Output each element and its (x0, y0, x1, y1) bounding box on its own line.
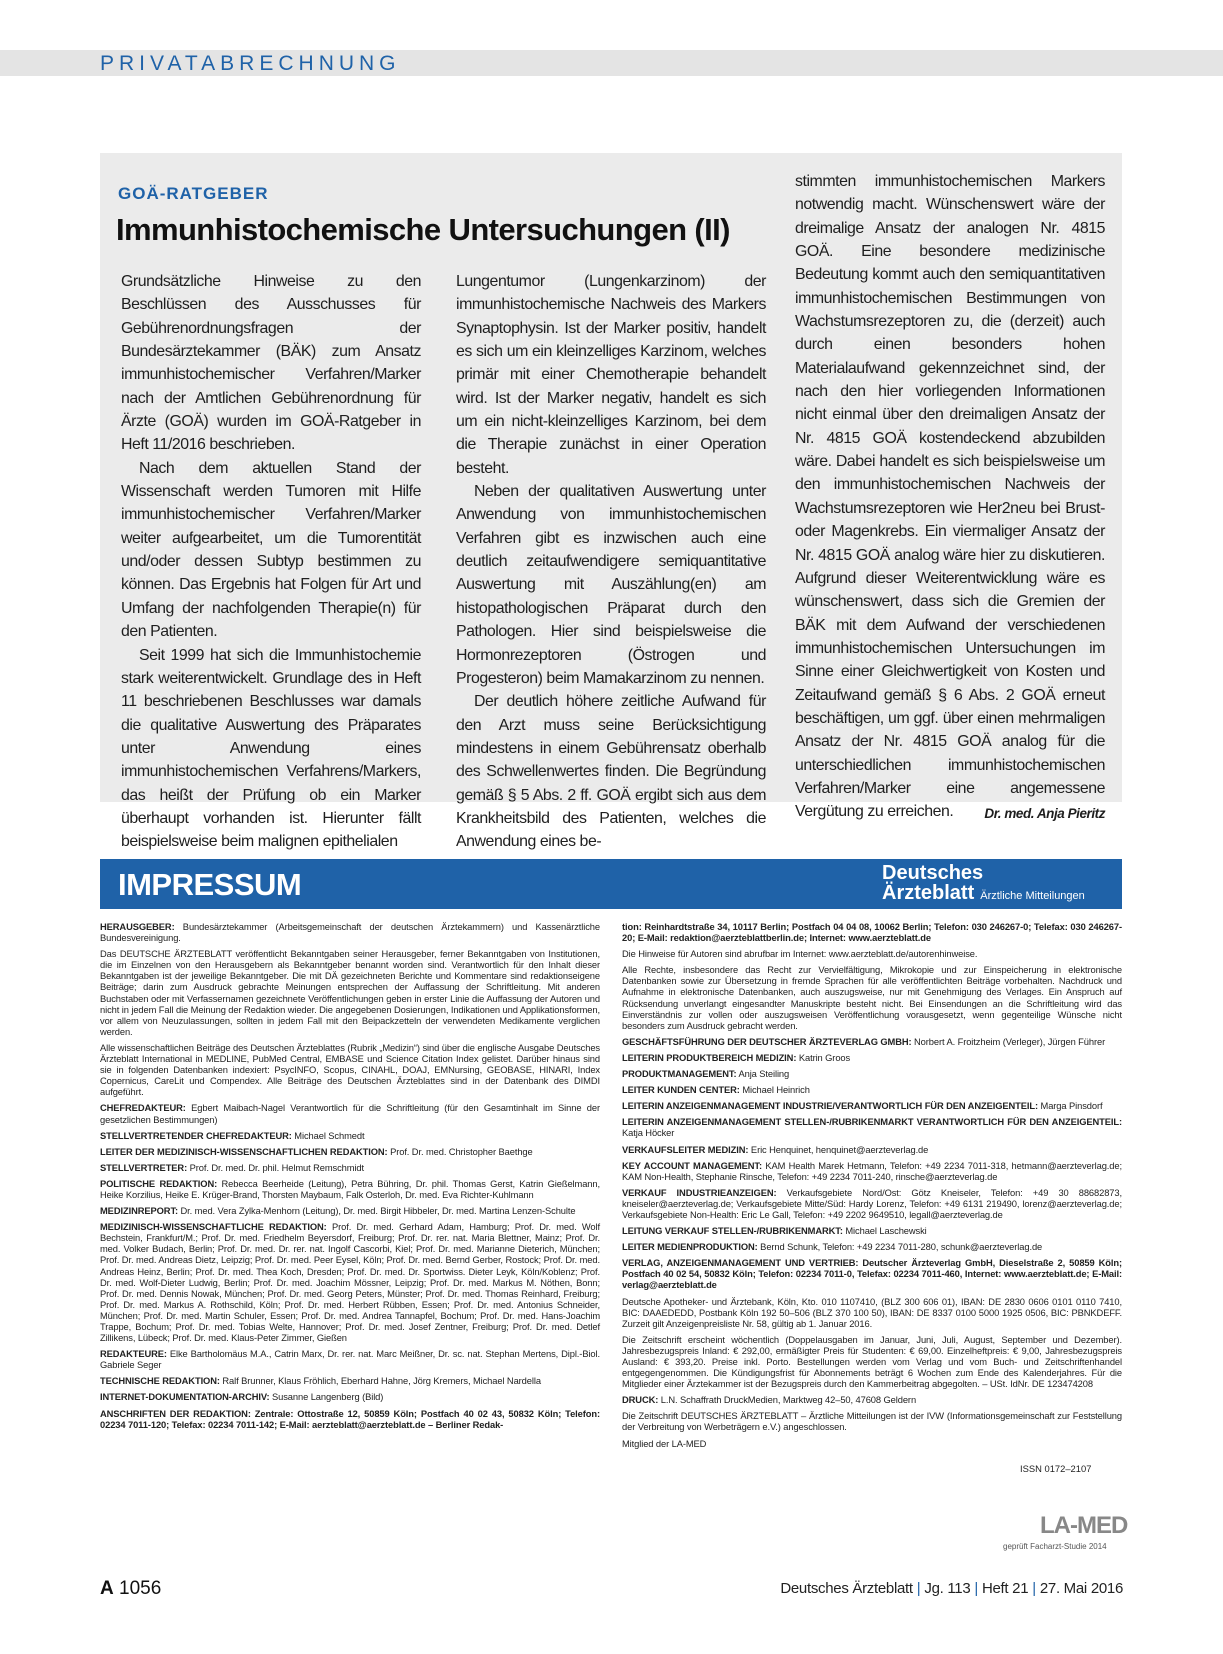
impressum-entry (622, 1242, 1122, 1253)
impressum-entry-text: Mitglied der LA-MED (622, 1438, 707, 1449)
impressum-entry-text: Michael Schmedt (291, 1130, 365, 1141)
section-header (0, 50, 1223, 76)
page-number-value: 1056 (119, 1578, 162, 1599)
impressum-entry (622, 1069, 1122, 1080)
impressum-entry (100, 1376, 600, 1387)
impressum-entry-text: L.N. Schaffrath DruckMedien, Marktweg 42–50, 47608 Geldern (658, 1395, 917, 1406)
impressum-entry-heading: DRUCK: (622, 1395, 659, 1406)
impressum-entry-text: Die Zeitschrift erscheint wöchentlich (Doppelausgaben im Januar, Juni, Juli, August, September und Dezember). Jahresbezugspreis Inland: € 292,00, ermäßigter Preis für Studenten: € 69,00. Einzelheftpreis: € 9,00, Jahresbezugspreis Ausland: € 393,20. Preise inkl. Porto. Bestellungen werden vom Verlag und vom Buch- und Zeitschriftenhandel entgegengenommen. Die Kündigungsfrist für Abonnements beträgt 6 Wochen zum Ende des Kalenderjahres. Für die Mitglieder einer Ärztekammer ist der Bezugspreis durch den Kammerbeitrag abgegolten. – USt. IdNr. DE 123474208 (622, 1334, 1122, 1390)
impressum-entry (100, 922, 600, 944)
impressum-entry-heading: VERKAUFSLEITER MEDIZIN: (622, 1144, 749, 1155)
impressum-entry-text: Dr. med. Vera Zylka-Menhorn (Leitung), Dr. med. Birgit Hibbeler, Dr. med. Martina Lenzen-Schulte (178, 1206, 576, 1217)
impressum-entry (622, 1226, 1122, 1237)
impressum-entry-heading: VERKAUF INDUSTRIEANZEIGEN: (622, 1187, 777, 1198)
impressum-entry-heading: GESCHÄFTSFÜHRUNG DER DEUTSCHER ÄRZTEVERLAG GMBH: (622, 1036, 912, 1047)
impressum-entry (100, 1392, 600, 1403)
logo-line-1: Deutsches (882, 862, 984, 884)
journal-logo (882, 863, 1085, 906)
impressum-entry-heading: POLITISCHE REDAKTION: (100, 1178, 218, 1189)
impressum-entry-text: Katrin Groos (796, 1052, 851, 1063)
page-prefix: A (100, 1578, 114, 1599)
impressum-entry-text: Alle Rechte, insbesondere das Recht zur Vervielfältigung, Mikrokopie und zur Einspeicherung in elektronische Datenbanken sowie zur Übersetzung in fremde Sprachen für alle veröffentlichten Beiträge vorbehalten. Nachdruck und Aufnahme in elektronische Datenbanken, auch auszugsweise, nur mit Genehmigung des Verlages. Ein Anspruch auf Rücksendung unverlangt eingesandter Manuskripte besteht nicht. Bei Einsendungen an die Schriftleitung wird das Einverständnis zur vollen oder auszugsweisen Veröffentlichung vorausgesetzt, wenn gegenteilige Wünsche nicht besonders zum Ausdruck gebracht werden. (622, 965, 1122, 1031)
paragraph: Neben der qualitativen Auswertung unter Anwendung von immunhistochemischen Verfahren gibt es inzwischen auch eine deutlich zeitaufwendigere semiquantitative Auswertung mit Auszählung(en) am histopathologischen Präparat durch den Pathologen. Hier sind beispielsweise die Hormonrezeptoren (Östrogen und Progesteron) beim Mamakarzinom zu nennen. (456, 483, 766, 687)
impressum-entry (622, 1297, 1122, 1330)
impressum-entry-heading: LEITERIN ANZEIGENMANAGEMENT STELLEN-/RUBRIKENMARKT VERANTWORTLICH FÜR DEN ANZEIGENTEIL: (622, 1117, 1122, 1128)
impressum-entry (100, 1409, 600, 1431)
paragraph: Grundsätzliche Hinweise zu den Beschlüssen des Ausschusses für Gebührenordnungsfragen der Bundesärztekammer (BÄK) zum Ansatz immunhistochemischer Verfahren/Marker nach der Amtlichen Gebührenordnung für Ärzte (GOÄ) wurden im GOÄ-Ratgeber in Heft 11/2016 beschrieben. (121, 273, 421, 454)
impressum-entry-heading: STELLVERTRETENDER CHEFREDAKTEUR: (100, 1130, 292, 1141)
impressum-entry-text: Bernd Schunk, Telefon: +49 2234 7011-280, schunk@aerzteverlag.de (757, 1242, 1043, 1253)
impressum-entry-text: Ralf Brunner, Klaus Fröhlich, Eberhard Hahne, Jörg Kremers, Michael Nardella (219, 1376, 541, 1387)
impressum-entry-heading: VERLAG, ANZEIGENMANAGEMENT UND VERTRIEB: Deutscher Ärzteverlag GmbH, Dieselstraße 2, 50859 Köln; Postfach 40 02 54, 50832 Köln; Telefon: 02234 7011-0, Telefax: 02234 7011-460, Internet: www.aerzteblatt.de; E-Mail: verlag@aerzteblatt.de (622, 1258, 1122, 1291)
article-column-2 (456, 270, 766, 854)
impressum-entry (100, 1222, 600, 1344)
impressum-right-column (622, 922, 1122, 1455)
impressum-entry-text: KAM Health Marek Hetmann, Telefon: +49 2234 7011-318, hetmann@aerzteverlag.de; KAM Non-Health, Stephanie Rinsche, Telefon: +49 2234 7011-240, rinsche@aerzteverlag.de (622, 1160, 1122, 1182)
logo-line-2: Ärzteblatt (882, 882, 975, 904)
impressum-entry-heading: LEITER MEDIENPRODUKTION: (622, 1242, 758, 1253)
impressum-entry (622, 1258, 1122, 1291)
impressum-entry-text: Bundesärztekammer (Arbeitsgemeinschaft der deutschen Ärztekammern) und Kassenärztliche Bundesvereinigung. (100, 922, 600, 944)
impressum-entry (622, 922, 1122, 944)
impressum-entry (100, 949, 600, 1038)
impressum-entry (622, 1085, 1122, 1096)
impressum-entry-text: Prof. Dr. med. Dr. phil. Helmut Remschmidt (187, 1162, 365, 1173)
impressum-entry-text: Die Zeitschrift DEUTSCHES ÄRZTEBLATT – Ärztliche Mitteilungen ist der IVW (Informationsgemeinschaft zur Feststellung der Verbreitung von Werbeträgern e.V.) angeschlossen. (622, 1411, 1122, 1433)
impressum-entry (100, 1131, 600, 1142)
article-author: Dr. med. Anja Pieritz (984, 805, 1105, 821)
impressum-entry-heading: REDAKTEURE: (100, 1349, 167, 1360)
impressum-entry-text: Michael Laschewski (842, 1226, 927, 1237)
impressum-entry (100, 1147, 600, 1158)
impressum-entry (622, 1188, 1122, 1221)
impressum-entry (622, 1161, 1122, 1183)
impressum-entry-heading: MEDIZINISCH-WISSENSCHAFTLICHE REDAKTION: (100, 1222, 327, 1233)
impressum-entry-heading: LEITERIN ANZEIGENMANAGEMENT INDUSTRIE/VERANTWORTLICH FÜR DEN ANZEIGENTEIL: (622, 1101, 1039, 1112)
impressum-entry (622, 1101, 1122, 1112)
impressum-entry-text: Die Hinweise für Autoren sind abrufbar im Internet: www.aerzteblatt.de/autorenhinweise. (622, 949, 978, 960)
lamed-caption: geprüft Facharzt-Studie 2014 (1003, 1542, 1107, 1551)
impressum-entry (622, 1411, 1122, 1433)
footer-date: 27. Mai 2016 (1039, 1580, 1123, 1597)
impressum-entry-heading: TECHNISCHE REDAKTION: (100, 1376, 220, 1387)
impressum-entry (622, 1145, 1122, 1156)
impressum-entry (622, 1395, 1122, 1406)
paragraph: stimmten immunhistochemischen Markers notwendig macht. Wünschenswert wäre der dreimalige Ansatz der analogen Nr. 4815 GOÄ. Eine besondere medizinische Bedeutung kommt auch den semiquantitativen immunhistochemischen Bestimmungen von Wachstumsrezeptoren zu, die (derzeit) auch durch einen besonders hohen Materialaufwand gekennzeichnet sind, der nach den hier vorliegenden Informationen nicht einmal über den dreimaligen Ansatz der Nr. 4815 GOÄ kostendeckend abzubilden wäre. Dabei handelt es sich beispielsweise um den immunhistochemischen Nachweis der Wachstumsrezeptoren wie Her2neu bei Brust- oder Magenkrebs. Ein viermaliger Ansatz der Nr. 4815 GOÄ analog wäre hier zu diskutieren. Aufgrund dieser Weiterentwicklung wäre es wünschenswert, dass sich die Gremien der BÄK mit dem Aufwand der verschiedenen immunhistochemischen Untersuchungen im Sinne einer Gleichwertigkeit von Kosten und Zeitaufwand gemäß § 6 Abs. 2 GOÄ erneut beschäftigen, um ggf. über einen mehrmaligen Ansatz der Nr. 4815 GOÄ analog für die unterschiedlichen immunhistochemischen Verfahren/Marker eine angemessene Vergütung zu erreichen. (795, 173, 1105, 821)
impressum-entry-text: Elke Bartholomäus M.A., Catrin Marx, Dr. rer. nat. Marc Meißner, Dr. sc. nat. Stephan Mertens, Dipl.-Biol. Gabriele Seger (100, 1349, 600, 1371)
impressum-title: IMPRESSUM (118, 867, 302, 902)
footer-volume: Jg. 113 (924, 1580, 971, 1597)
impressum-entry (622, 1439, 1122, 1450)
issn: ISSN 0172–2107 (1020, 1463, 1092, 1474)
impressum-entry-text: Alle wissenschaftlichen Beiträge des Deutschen Ärzteblattes (Rubrik „Medizin“) sind über die englische Ausgabe Deutsches Ärzteblatt International in MEDLINE, PubMed Central, EMBASE und Science Citation Index gelistet. Darüber hinaus sind sie in folgenden Datenbanken indexiert: PsycINFO, Scopus, CINAHL, DOAJ, EMNursing, GEOBASE, HINARI, Index Copernicus, CareLit und Compendex. Alle Beiträge des Deutschen Ärzteblattes sind in der Datenbank des DIMDI aufgeführt. (100, 1042, 600, 1098)
article-kicker: GOÄ-RATGEBER (118, 184, 269, 203)
impressum-entry-text: Rebecca Beerheide (Leitung), Petra Bühring, Dr. phil. Thomas Gerst, Katrin Gießelmann, Heike Korzilius, Heike E. Krüger-Brand, Thorsten Maybaum, Falk Osterloh, Dr. med. Eva Richter-Kuhlmann (100, 1178, 600, 1200)
impressum-entry-text: Katja Höcker (622, 1128, 675, 1139)
footer-issue: Heft 21 (981, 1580, 1029, 1597)
impressum-entry-heading: ANSCHRIFTEN DER REDAKTION: Zentrale: Ottostraße 12, 50859 Köln; Postfach 40 02 43, 50832 Köln; Telefon: 02234 7011-120; Telefax: 02234 7011-142; E-Mail: aerzteblatt@aerzteblatt.de – Berliner Redak- (100, 1408, 600, 1430)
lamed-logo: LA-MED (1040, 1512, 1128, 1539)
impressum-entry-text: Marga Pinsdorf (1038, 1101, 1103, 1112)
article-column-3 (795, 170, 1105, 825)
paragraph: Nach dem aktuellen Stand der Wissenschaft werden Tumoren mit Hilfe immunhistochemischer Verfahren/Marker weiter aufgearbeitet, um die Tumorentität und/oder dessen Subtyp bestimmen zu können. Das Ergebnis hat Folgen für Art und Umfang der nachfolgenden Therapie(n) für den Patienten. (121, 459, 421, 641)
impressum-entry-heading: PRODUKTMANAGEMENT: (622, 1069, 737, 1080)
impressum-entry (100, 1349, 600, 1371)
logo-subtitle: Ärztliche Mitteilungen (980, 890, 1085, 902)
impressum-entry-text: Anja Steiling (736, 1069, 790, 1080)
impressum-entry-heading: LEITERIN PRODUKTBEREICH MEDIZIN: (622, 1052, 797, 1063)
section-label: PRIVATABRECHNUNG (100, 52, 401, 75)
impressum-entry-heading: LEITER DER MEDIZINISCH-WISSENSCHAFTLICHEN REDAKTION: (100, 1146, 388, 1157)
impressum-bar (100, 859, 1122, 909)
impressum-entry-heading: MEDIZINREPORT: (100, 1206, 179, 1217)
impressum-entry-text: Susanne Langenberg (Bild) (269, 1392, 384, 1403)
impressum-entry-text: Das DEUTSCHE ÄRZTEBLATT veröffentlicht Bekanntgaben seiner Herausgeber, ferner Bekanntgaben von Institutionen, die im Einzelnen von den Herausgebern als Bekanntgeber benannt worden sind. Verantwortlich für den Inhalt dieser Bekanntgaben ist der jeweilige Bekanntgeber. Die mit DÄ gezeichneten Berichte und Kommentare sind redaktionseigene Beiträge; darin zum Ausdruck gebrachte Meinungen entsprechen der Auffassung der Schriftleitung. Mit anderen Buchstaben oder mit Verfassernamen gezeichnete Veröffentlichungen geben in erster Linie die Auffassung der Autoren und nicht in jedem Fall die Meinung der Redaktion wieder. Die angegebenen Dosierungen, Indikationen und Applikationsformen, vor allem von Neuzulassungen, sollten in jedem Fall mit den Beipackzetteln der verwendeten Medikamente verglichen werden. (100, 949, 600, 1037)
impressum-entry-text: Egbert Maibach-Nagel Verantwortlich für die Schriftleitung (für den Gesamtinhalt im Sinne der gesetzlichen Bestimmungen) (100, 1103, 600, 1125)
impressum-entry-heading: STELLVERTRETER: (100, 1162, 188, 1173)
impressum-entry (622, 965, 1122, 1032)
paragraph: Seit 1999 hat sich die Immunhistochemie stark weiterentwickelt. Grundlage des in Heft 11 beschriebenen Beschlusses war damals die qualitative Auswertung des Präparates unter Anwendung eines immunhistochemischen Verfahrens/Markers, das heißt der Prüfung ob ein Marker überhaupt vorhanden ist. Hierunter fällt beispielsweise beim malignen epithelialen (121, 646, 421, 851)
impressum-entry (622, 949, 1122, 960)
impressum-entry (622, 1053, 1122, 1064)
impressum-entry-text: Norbert A. Froitzheim (Verleger), Jürgen Führer (911, 1036, 1106, 1047)
impressum-entry-heading: INTERNET-DOKUMENTATION-ARCHIV: (100, 1392, 270, 1403)
impressum-entry (100, 1103, 600, 1125)
article-column-1 (121, 270, 421, 854)
impressum-entry (100, 1043, 600, 1098)
impressum-entry-text: Deutsche Apotheker- und Ärztebank, Köln, Kto. 010 1107410, (BLZ 300 606 01), IBAN: DE 2830 0606 0101 0110 7410, BIC: DAAEDEDD, Postbank Köln 192 50–506 (BLZ 370 100 50), IBAN: DE 8337 0100 5000 1925 0506, BIC: PBNKDEFF. Zurzeit gilt Anzeigenpreisliste Nr. 58, gültig ab 1. Januar 2016. (622, 1296, 1122, 1329)
impressum-entry-heading: LEITER KUNDEN CENTER: (622, 1085, 740, 1096)
footer-journal: Deutsches Ärzteblatt (780, 1580, 913, 1597)
impressum-entry-heading: CHEFREDAKTEUR: (100, 1103, 186, 1114)
impressum-left-column (100, 922, 600, 1436)
footer-info: Deutsches Ärzteblatt | Jg. 113 | Heft 21 | 27. Mai 2016 (780, 1580, 1123, 1597)
article-title: Immunhistochemische Untersuchungen (II) (116, 212, 730, 247)
paragraph: Lungentumor (Lungenkarzinom) der immunhistochemische Nachweis des Markers Synaptophysin. Ist der Marker positiv, handelt es sich um ein kleinzelliges Karzinom, welches primär mit einer Chemotherapie behandelt wird. Ist der Marker negativ, handelt es sich um ein nicht-kleinzelliges Karzinom, bei dem die Therapie zunächst in einer Operation besteht. (456, 273, 766, 477)
impressum-entry-text: Verkaufsgebiete Nord/Ost: Götz Kneiseler, Telefon: +49 30 88682873, kneiseler@aerzteverlag.de; Verkaufsgebiete Mitte/Süd: Hardy Lorenz, Telefon: +49 6131 219490, lorenz@aerzteverlag.de; Verkaufsgebiete Non-Health: Eric Le Gall, Telefon: +49 2202 9649510, legall@aerzteverlag.de (622, 1187, 1123, 1220)
impressum-entry-text: Eric Henquinet, henquinet@aerzteverlag.de (748, 1144, 929, 1155)
impressum-entry-text: Michael Heinrich (739, 1085, 810, 1096)
impressum-entry (622, 1335, 1122, 1390)
impressum-entry-text: Prof. Dr. med. Gerhard Adam, Hamburg; Prof. Dr. med. Wolf Bechstein, Frankfurt/M.; Prof. Dr. med. Friedhelm Beyersdorf, Freiburg; Prof. Dr. rer. nat. Maria Blettner, Mainz; Prof. Dr. med. Volker Budach, Berlin; Prof. Dr. med. Dr. rer. nat. Ingolf Cascorbi, Kiel; Prof. Dr. med. Marianne Dieterich, München; Prof. Dr. med. Andreas Dietz, Leipzig; Prof. Dr. med. Peer Eysel, Köln; Prof. Dr. med. Bernd Gerber, Rostock; Prof. Dr. med. Andreas Heinz, Berlin; Prof. Dr. med. Thea Koch, Dresden; Prof. Dr. med. Dr. Sportwiss. Dieter Leyk, Köln/Koblenz; Prof. Dr. med. Wolf-Dieter Ludwig, Berlin; Prof. Dr. med. Joachim Mössner, Leipzig; Prof. Dr. med. Markus M. Nöthen, Bonn; Prof. Dr. med. Dennis Nowak, München; Prof. Dr. med. Georg Peters, Münster; Prof. Dr. med. Thomas Reinhard, Freiburg; Prof. Dr. med. Markus A. Rothschild, Köln; Prof. Dr. med. Herbert Rübben, Essen; Prof. Dr. med. Antonius Schneider, München; Prof. Dr. med. Martin Schuler, Essen; Prof. Dr. med. Andrea Tannapfel, Bochum; Prof. Dr. med. Hans-Joachim Trappe, Bochum; Prof. Dr. med. Tobias Welte, Hannover; Prof. Dr. med. Josef Zentner, Freiburg; Prof. Dr. med. Detlef Zillikens, Lübeck; Prof. Dr. med. Klaus-Peter Zimmer, Gießen (100, 1222, 601, 1344)
impressum-entry (100, 1206, 600, 1217)
paragraph: Der deutlich höhere zeitliche Aufwand für den Arzt muss seine Berücksichtigung mindestens in einem Gebührensatz oberhalb des Schwellenwertes finden. Die Begründung gemäß § 5 Abs. 2 ff. GOÄ ergibt sich aus dem Krankheitsbild des Patienten, welches die Anwendung eines be- (456, 693, 766, 851)
page-number (100, 1578, 161, 1600)
impressum-entry-text: Prof. Dr. med. Christopher Baethge (387, 1146, 533, 1157)
impressum-entry (100, 1179, 600, 1201)
impressum-entry (622, 1117, 1122, 1139)
impressum-entry (100, 1163, 600, 1174)
impressum-entry-heading: tion: Reinhardtstraße 34, 10117 Berlin; Postfach 04 04 08, 10062 Berlin; Telefon: 030 246267-0; Telefax: 030 246267-20; E-Mail: redaktion@aerzteblattberlin.de; Internet: www.aerzteblatt.de (622, 922, 1122, 944)
impressum-entry-heading: HERAUSGEBER: (100, 922, 175, 932)
impressum-entry-heading: KEY ACCOUNT MANAGEMENT: (622, 1160, 763, 1171)
impressum-entry (622, 1037, 1122, 1048)
impressum-entry-heading: LEITUNG VERKAUF STELLEN-/RUBRIKENMARKT: (622, 1226, 843, 1237)
